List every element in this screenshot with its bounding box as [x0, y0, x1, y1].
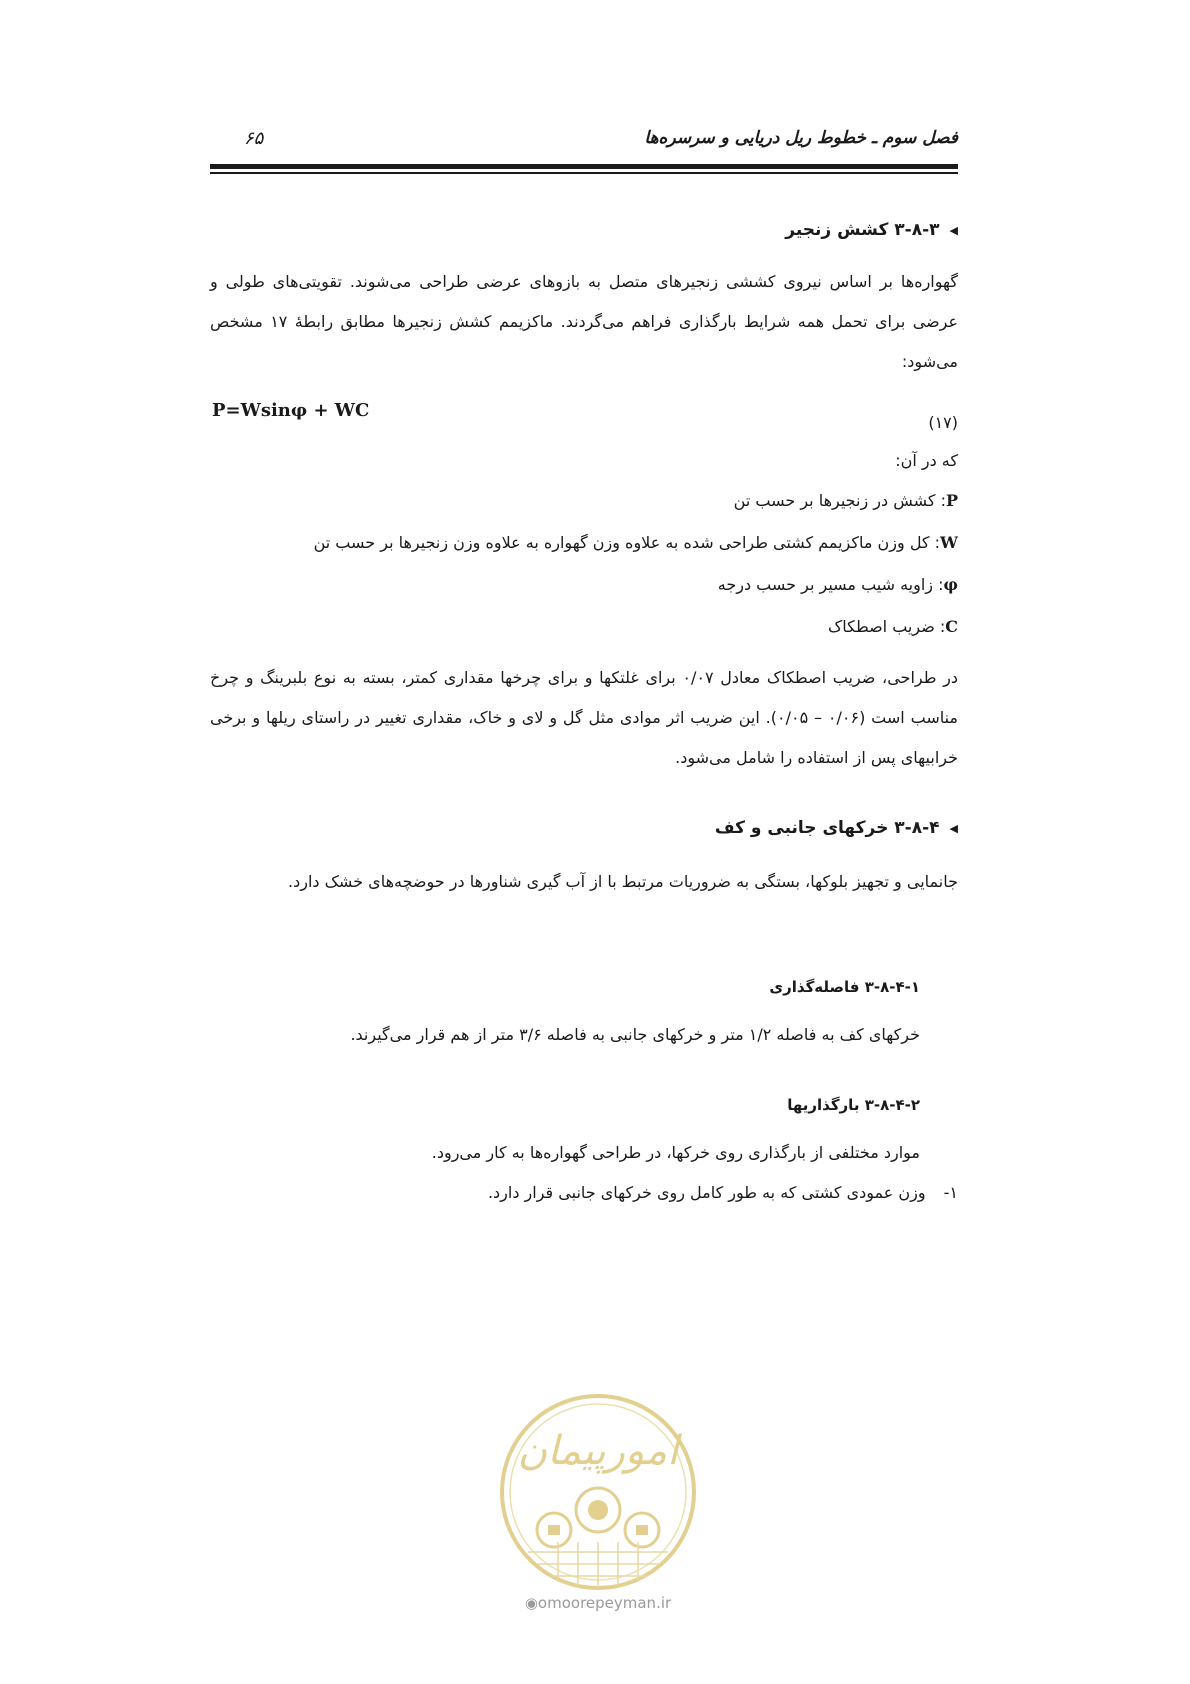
watermark-site: ◉omoorepeyman.ir	[524, 1594, 672, 1612]
formula-number: (۱۷)	[928, 413, 958, 432]
paragraph-friction: در طراحی، ضریب اصطکاک معادل ۰/۰۷ برای غلتکها و برای چرخها مقداری کمتر، بسته به نوع بلبرینگ و چرخ مناسب است (۰/۰۶ – ۰/۰۵). این ضریب اثر موادی مثل گل و لای و خاک، مقداری تغییر در راستای ریلها و برخی خرابیهای پس از استفاده را شامل می‌شود.	[210, 668, 959, 767]
definition-p: P: کشش در زنجیرها بر حسب تن	[733, 491, 958, 510]
section-heading-blocks: ◀۳-۸-۴ خرکهای جانبی و کف	[714, 818, 958, 838]
list-text: وزن عمودی کشتی که به طور کامل روی خرکهای جانبی قرار دارد.	[487, 1183, 926, 1202]
watermark-logo	[498, 1392, 698, 1592]
definition-symbol: W	[940, 533, 958, 552]
list-number: ۱-	[943, 1183, 958, 1202]
subsection-text-loads: موارد مختلفی از بارگذاری روی خرکها، در طراحی گهواره‌ها به کار می‌رود.	[431, 1143, 920, 1162]
definition-w: W: کل وزن ماکزیمم کشتی طراحی شده به علاوه وزن گهواره به علاوه وزن زنجیرها بر حسب تن	[313, 533, 958, 552]
page-header	[210, 128, 958, 158]
paragraph-blocks: جانمایی و تجهیز بلوکها، بستگی به ضروریات مرتبط با از آب گیری شناورها در حوضچه‌های خشک دارد.	[288, 872, 958, 891]
definition-symbol: C	[945, 617, 958, 636]
definition-symbol: φ	[943, 575, 958, 594]
subsection-heading-loads: ۳-۸-۴-۲ بارگذاریها	[787, 1096, 920, 1114]
at-icon: ◉	[524, 1594, 538, 1612]
triangle-bullet-icon: ◀	[949, 224, 958, 237]
definitions-intro: که در آن:	[895, 451, 958, 470]
header-rule-thin	[210, 172, 958, 174]
paragraph-chain-tension: گهواره‌ها بر اساس نیروی کششی زنجیرهای متصل به بازوهای عرضی طراحی می‌شوند. تقویتی‌های طولی و عرضی برای تحمل همه شرایط بارگذاری فراهم می‌گردند. ماکزیمم کشش زنجیرها مطابق رابطهٔ ۱۷ مشخص می‌شود:	[210, 272, 959, 371]
definition-phi: φ: زاویه شیب مسیر بر حسب درجه	[717, 575, 958, 594]
header-rule-thick	[210, 164, 958, 169]
definition-c: C: ضریب اصطکاک	[827, 617, 958, 636]
list-item	[488, 1174, 958, 1212]
formula: P=Wsinφ + WC	[212, 400, 370, 421]
triangle-bullet-icon: ◀	[949, 822, 958, 835]
subsection-heading-spacing: ۳-۸-۴-۱ فاصله‌گذاری	[769, 978, 920, 996]
chapter-title: فصل سوم ـ خطوط ریل دریایی و سرسره‌ها	[644, 128, 958, 148]
definition-symbol: P	[945, 491, 958, 510]
watermark-logo-text: امورپیمان	[517, 1428, 679, 1474]
page-number: ۶۵	[244, 128, 264, 149]
section-heading-chain-tension: ◀۳-۸-۳ کشش زنجیر	[785, 220, 958, 240]
subsection-text-spacing: خرکهای کف به فاصله ۱/۲ متر و خرکهای جانبی به فاصله ۳/۶ متر از هم قرار می‌گیرند.	[350, 1025, 920, 1044]
